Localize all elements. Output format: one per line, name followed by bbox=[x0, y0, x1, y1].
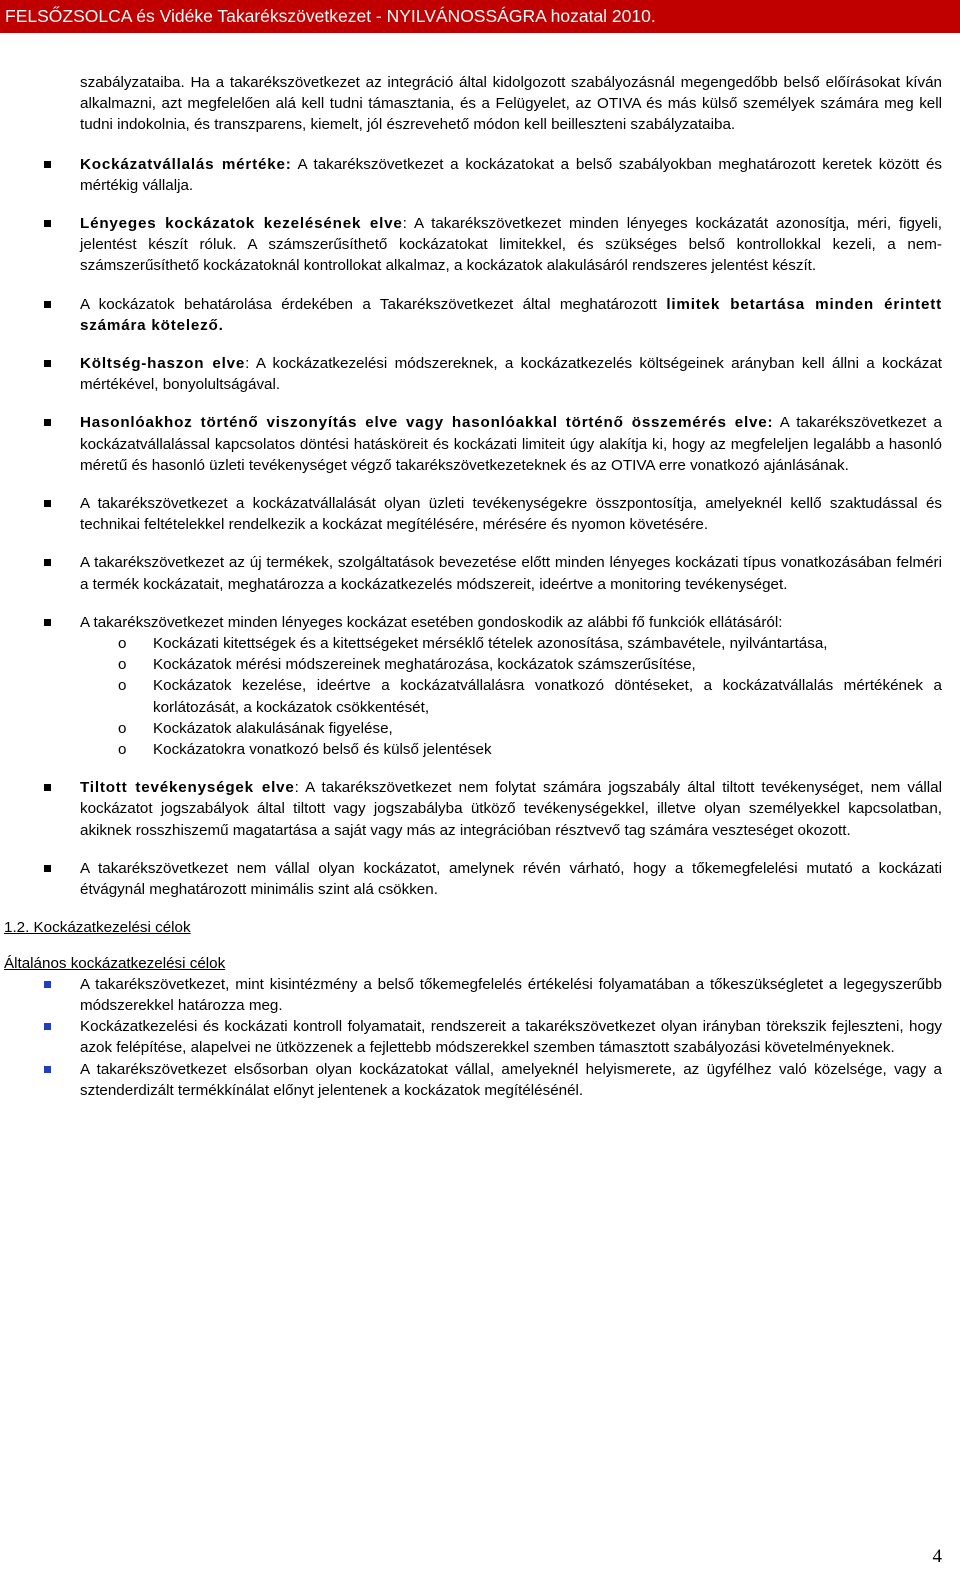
page-number: 4 bbox=[932, 1546, 942, 1567]
square-bullet-icon bbox=[44, 1023, 51, 1030]
circle-bullet-icon: o bbox=[118, 635, 127, 653]
principle-text: A takarékszövetkezet a kockázatokat a belső szabályokban meghatározott keretek között és mértékig vállalja. bbox=[80, 155, 943, 194]
principles-list bbox=[0, 154, 960, 901]
section-heading: 1.2. Kockázatkezelési célok bbox=[4, 919, 191, 937]
square-bullet-icon bbox=[44, 220, 51, 227]
circle-bullet-icon: o bbox=[118, 656, 127, 674]
principle-text: A takarékszövetkezet az új termékek, szolgáltatások bevezetése előtt minden lényeges kockázati típus vonatkozásában felméri a termék kockázatait, meghatározza a kockázatkezelés módszereit, ideértve a monitoring tevékenységet. bbox=[80, 554, 942, 593]
principle-text: A kockázatok behatárolása érdekében a Takarékszövetkezet által meghatározott bbox=[80, 295, 667, 313]
intro-paragraph: szabályzataiba. Ha a takarékszövetkezet az integráció által kidolgozott szabályozásnál megengedőbb belső előírásokat kíván alkalmazni, azt megfelelően alá kell tudni támasztania, és a Felügyelet, az OTIVA és más külső személyek számára meg kell tudni indokolnia, és transzparens, kiemelt, jól észrevehető módon kell beilleszteni szabályzataiba. bbox=[80, 74, 942, 134]
circle-bullet-icon: o bbox=[118, 677, 127, 695]
square-bullet-icon bbox=[44, 1066, 51, 1073]
principle-lead: Hasonlóakhoz történő viszonyítás elve vagy hasonlóakkal történő összemérés elve: bbox=[80, 414, 774, 432]
principle-item bbox=[0, 154, 960, 196]
principle-text: A takarékszövetkezet nem vállal olyan kockázatot, amelynek révén várható, hogy a tőkemegfelelési mutató a kockázati étvágynál meghatározott minimális szint alá csökken. bbox=[80, 859, 942, 899]
principle-item bbox=[0, 858, 960, 900]
square-bullet-icon bbox=[44, 559, 51, 566]
goal-item bbox=[0, 974, 960, 1016]
principle-text: : A takarékszövetkezet minden lényeges kockázatát azonosítja, méri, figyeli, jelentést készít róluk. A számszerűsíthető kockázatokat limitekkel, és szükséges belső kontrollokkal kezeli, a nem-számszerűsíthető kockázatoknál kontrollokat alkalmaz, a kockázatok alakulásáról rendszeres jelentést készít. bbox=[80, 215, 942, 275]
function-subitem: o Kockázatok alakulásának figyelése, bbox=[80, 718, 942, 739]
goal-item bbox=[0, 1016, 960, 1058]
goals-list bbox=[0, 974, 960, 1101]
circle-bullet-icon: o bbox=[118, 719, 127, 737]
principle-lead: Tiltott tevékenységek elve bbox=[80, 779, 295, 797]
principle-text: A takarékszövetkezet a kockázatvállalással kapcsolatos döntési hatásköreit és kockázati limiteit úgy alakítja ki, hogy az megfeleljen legalább a hasonló méretű és hasonló üzleti tevékenységet végző takarékszövetkezeteknek és az OTIVA erre vonatkozó ajánlásának. bbox=[80, 414, 942, 474]
principle-item bbox=[0, 294, 960, 336]
subsection-heading: Általános kockázatkezelési célok bbox=[4, 954, 226, 972]
principle-item bbox=[0, 612, 960, 760]
square-bullet-icon bbox=[44, 301, 51, 308]
square-bullet-icon bbox=[44, 500, 51, 507]
square-bullet-icon bbox=[44, 619, 51, 626]
principle-text: : A kockázatkezelési módszereknek, a kockázatkezelés költségeinek arányban kell állni a kockázat mértékével, bonyolultságával. bbox=[80, 355, 942, 394]
principle-item bbox=[0, 777, 960, 841]
principle-text: : A takarékszövetkezet nem folytat számára jogszabály által tiltott tevékenységet, nem vállal kockázatot jogszabályok által tiltott vagy jogszabályba ütköző tevékenységekkel, illetve olyan személyekkel kapcsolatban, akiknek rosszhiszemű magatartása a saját vagy más az integrációban résztvevő tag számára veszteséget okozott. bbox=[80, 779, 942, 839]
principle-item bbox=[0, 493, 960, 535]
function-subitem: o Kockázatok kezelése, ideértve a kockázatvállalásra vonatkozó döntéseket, a kockázatvállalás mértékének a korlátozását, a kockázatok csökkentését, bbox=[118, 677, 942, 716]
principle-emphasis: limitek betartása minden érintett számára kötelező. bbox=[80, 295, 943, 334]
function-subitem: o Kockázatokra vonatkozó belső és külső jelentések bbox=[80, 739, 942, 760]
circle-bullet-icon: o bbox=[118, 741, 127, 759]
principle-lead: Költség-haszon elve bbox=[80, 355, 246, 373]
document-header bbox=[0, 0, 960, 33]
principle-lead: Kockázatvállalás mértéke: bbox=[80, 155, 292, 173]
page-content bbox=[0, 72, 960, 1101]
principle-lead: Lényeges kockázatok kezelésének elve bbox=[80, 215, 403, 233]
square-bullet-icon bbox=[44, 865, 51, 872]
function-subitem: o Kockázatok mérési módszereinek meghatározása, kockázatok számszerűsítése, bbox=[80, 654, 942, 675]
principle-item bbox=[0, 412, 960, 476]
goal-item bbox=[0, 1059, 960, 1101]
function-subitem: o Kockázati kitettségek és a kitettségeket mérséklő tételek azonosítása, számbavétele, nyilvántartása, bbox=[80, 633, 942, 654]
function-sublist bbox=[80, 633, 942, 760]
square-bullet-icon bbox=[44, 981, 51, 988]
goal-text: A takarékszövetkezet, mint kisintézmény a belső tőkemegfelelés értékelési folyamatában a tőkeszükségletet a legegyszerűbb módszerekkel határozza meg. bbox=[80, 975, 942, 1014]
header-title: FELSŐZSOLCA és Vidéke Takarékszövetkezet - NYILVÁNOSSÁGRA hozatal 2010. bbox=[5, 6, 656, 26]
square-bullet-icon bbox=[44, 360, 51, 367]
principle-item bbox=[0, 552, 960, 594]
principle-text: A takarékszövetkezet minden lényeges kockázat esetében gondoskodik az alábbi fő funkciók ellátásáról: bbox=[80, 613, 783, 631]
principle-text: A takarékszövetkezet a kockázatvállalását olyan üzleti tevékenységekre összpontosítja, amelyeknél kellő szaktudással és technikai feltételekkel rendelkezik a kockázat megítélésére, mérésére és nyomon követésére. bbox=[80, 495, 942, 534]
principle-item bbox=[0, 353, 960, 395]
goal-text: Kockázatkezelési és kockázati kontroll folyamatait, rendszereit a takarékszövetkezet olyan irányban törekszik fejleszteni, hogy azok felépítése, alapelvei ne ütközzenek a fejlettebb módszerekkel szemben támasztott szabályozási követelményeknek. bbox=[80, 1018, 942, 1057]
goal-text: A takarékszövetkezet elsősorban olyan kockázatokat vállal, amelyeknél helyismerete, az ügyfélhez való közelsége, vagy a sztenderdizált termékkínálat előnyt jelentenek a kockázatok megítélésénél. bbox=[80, 1060, 942, 1099]
square-bullet-icon bbox=[44, 161, 51, 168]
square-bullet-icon bbox=[44, 784, 51, 791]
principle-item bbox=[0, 213, 960, 277]
square-bullet-icon bbox=[44, 419, 51, 426]
